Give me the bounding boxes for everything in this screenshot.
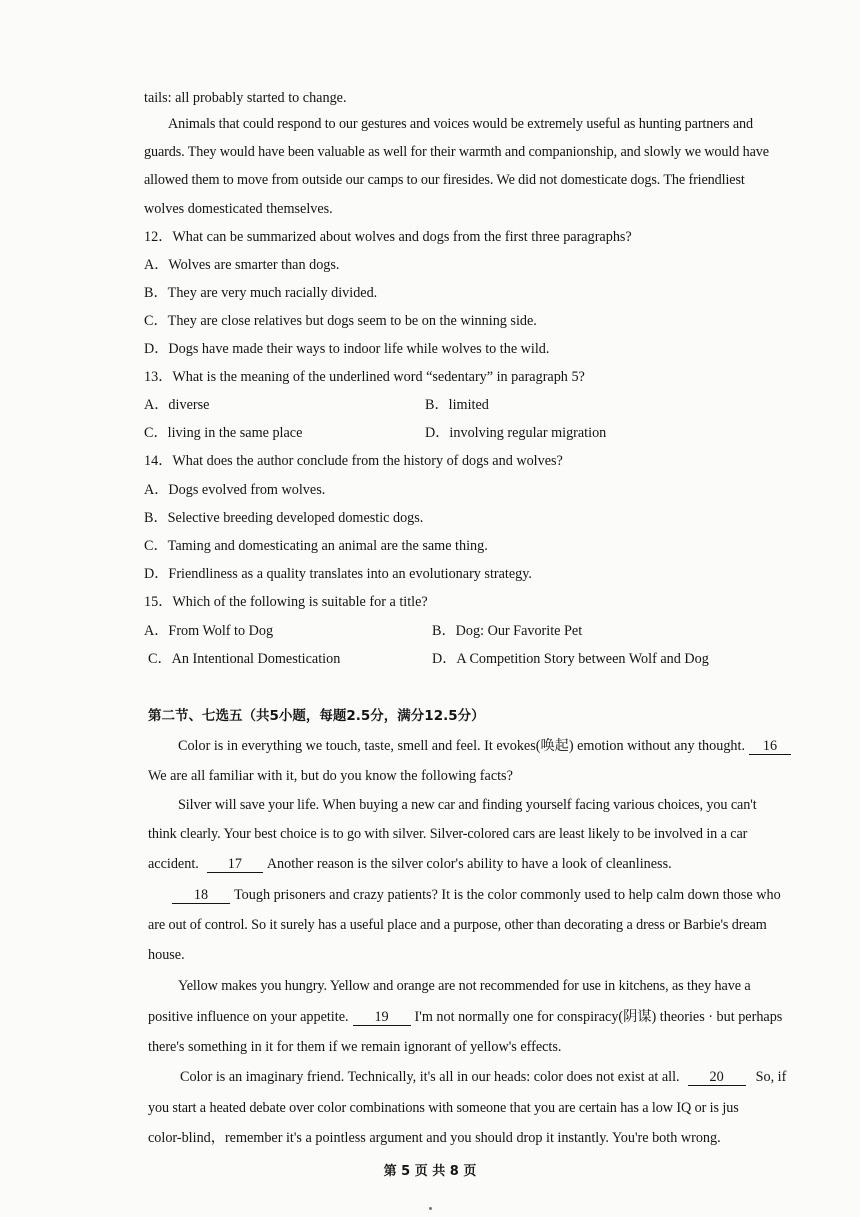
question-15-stem: 15．Which of the following is suitable for a title? bbox=[144, 594, 428, 610]
passage-line: guards. They would have been valuable as well for their warmth and companionship, and slowly we would have bbox=[144, 144, 769, 160]
question-15-option-d[interactable]: D．A Competition Story between Wolf and Dog bbox=[432, 651, 709, 667]
passage-line: allowed them to move from outside our camps to our firesides. We did not domesticate dogs. The friendliest bbox=[144, 172, 745, 188]
question-14-option-a[interactable]: A．Dogs evolved from wolves. bbox=[144, 482, 326, 498]
blank-17[interactable]: 17 bbox=[207, 857, 263, 873]
cloze-line: color-blind，remember it's a pointless argument and you should drop it instantly. You're both wrong. bbox=[148, 1130, 721, 1146]
question-12-stem: 12．What can be summarized about wolves and dogs from the first three paragraphs? bbox=[144, 229, 632, 245]
question-14-option-c[interactable]: C．Taming and domesticating an animal are the same thing. bbox=[144, 538, 488, 554]
cloze-line: positive influence on your appetite. 19 I'm not normally one for conspiracy(阴谋) theories · but perhaps bbox=[148, 1009, 783, 1025]
scan-dot bbox=[429, 1207, 432, 1210]
question-12-option-c[interactable]: C．They are close relatives but dogs seem to be on the winning side. bbox=[144, 313, 537, 329]
cloze-line: think clearly. Your best choice is to go with silver. Silver-colored cars are least likely to be involved in a car bbox=[148, 826, 748, 842]
cloze-line: Yellow makes you hungry. Yellow and orange are not recommended for use in kitchens, as they have a bbox=[178, 978, 751, 994]
question-13-row1 bbox=[0, 396, 860, 414]
question-12-option-b[interactable]: B．They are very much racially divided. bbox=[144, 285, 378, 301]
cloze-line: Color is in everything we touch, taste, smell and feel. It evokes(唤起) emotion without any thought. 16 bbox=[0, 737, 860, 755]
question-15-option-c[interactable]: C．An Intentional Domestication bbox=[148, 651, 341, 667]
question-13-stem: 13．What is the meaning of the underlined word “sedentary” in paragraph 5? bbox=[144, 369, 585, 385]
section-heading: 第二节、七选五（共5小题，每题2.5分，满分12.5分） bbox=[148, 708, 485, 724]
passage-line: wolves domesticated themselves. bbox=[144, 201, 333, 217]
page-number: 第 5 页 共 8 页 bbox=[383, 1164, 477, 1179]
question-13-option-b[interactable]: B．limited bbox=[425, 397, 489, 413]
passage-line: tails: all probably started to change. bbox=[144, 90, 347, 106]
question-12-option-a[interactable]: A．Wolves are smarter than dogs. bbox=[144, 257, 340, 273]
question-14-option-b[interactable]: B．Selective breeding developed domestic dogs. bbox=[144, 510, 424, 526]
question-13-option-c[interactable]: C．living in the same place bbox=[144, 425, 303, 441]
cloze-line: Silver will save your life. When buying a new car and finding yourself facing various choices, you can't bbox=[178, 797, 757, 813]
cloze-line: 18 Tough prisoners and crazy patients? It is the color commonly used to help calm down those who bbox=[0, 886, 860, 904]
cloze-line: house. bbox=[148, 947, 185, 963]
question-15-option-b[interactable]: B．Dog: Our Favorite Pet bbox=[432, 623, 583, 639]
question-13-row2 bbox=[0, 424, 860, 442]
cloze-line: We are all familiar with it, but do you know the following facts? bbox=[148, 768, 513, 784]
cloze-line: Color is an imaginary friend. Technically, it's all in our heads: color does not exist at all. 20 So, if bbox=[180, 1069, 787, 1085]
question-15-row2 bbox=[0, 650, 860, 668]
cloze-line: accident. 17 Another reason is the silver color's ability to have a look of cleanliness. bbox=[148, 856, 672, 872]
cloze-line: there's something in it for them if we remain ignorant of yellow's effects. bbox=[148, 1039, 562, 1055]
question-13-option-d[interactable]: D．involving regular migration bbox=[425, 425, 607, 441]
passage-line: Animals that could respond to our gestures and voices would be extremely useful as hunting partners and bbox=[168, 116, 753, 132]
blank-18[interactable]: 18 bbox=[172, 888, 230, 904]
question-15-option-a[interactable]: A．From Wolf to Dog bbox=[144, 623, 274, 639]
question-12-option-d[interactable]: D．Dogs have made their ways to indoor life while wolves to the wild. bbox=[144, 341, 550, 357]
cloze-line: are out of control. So it surely has a useful place and a purpose, other than decorating a dress or Barbie's dream bbox=[148, 917, 767, 933]
blank-16[interactable]: 16 bbox=[749, 739, 791, 755]
blank-20[interactable]: 20 bbox=[688, 1070, 746, 1086]
blank-19[interactable]: 19 bbox=[353, 1010, 411, 1026]
cloze-line: you start a heated debate over color combinations with someone that you are certain has a low IQ or is jus bbox=[148, 1100, 739, 1116]
question-14-option-d[interactable]: D．Friendliness as a quality translates into an evolutionary strategy. bbox=[144, 566, 532, 582]
question-14-stem: 14．What does the author conclude from the history of dogs and wolves? bbox=[144, 453, 563, 469]
question-15-row1 bbox=[0, 622, 860, 640]
question-13-option-a[interactable]: A．diverse bbox=[144, 397, 210, 413]
